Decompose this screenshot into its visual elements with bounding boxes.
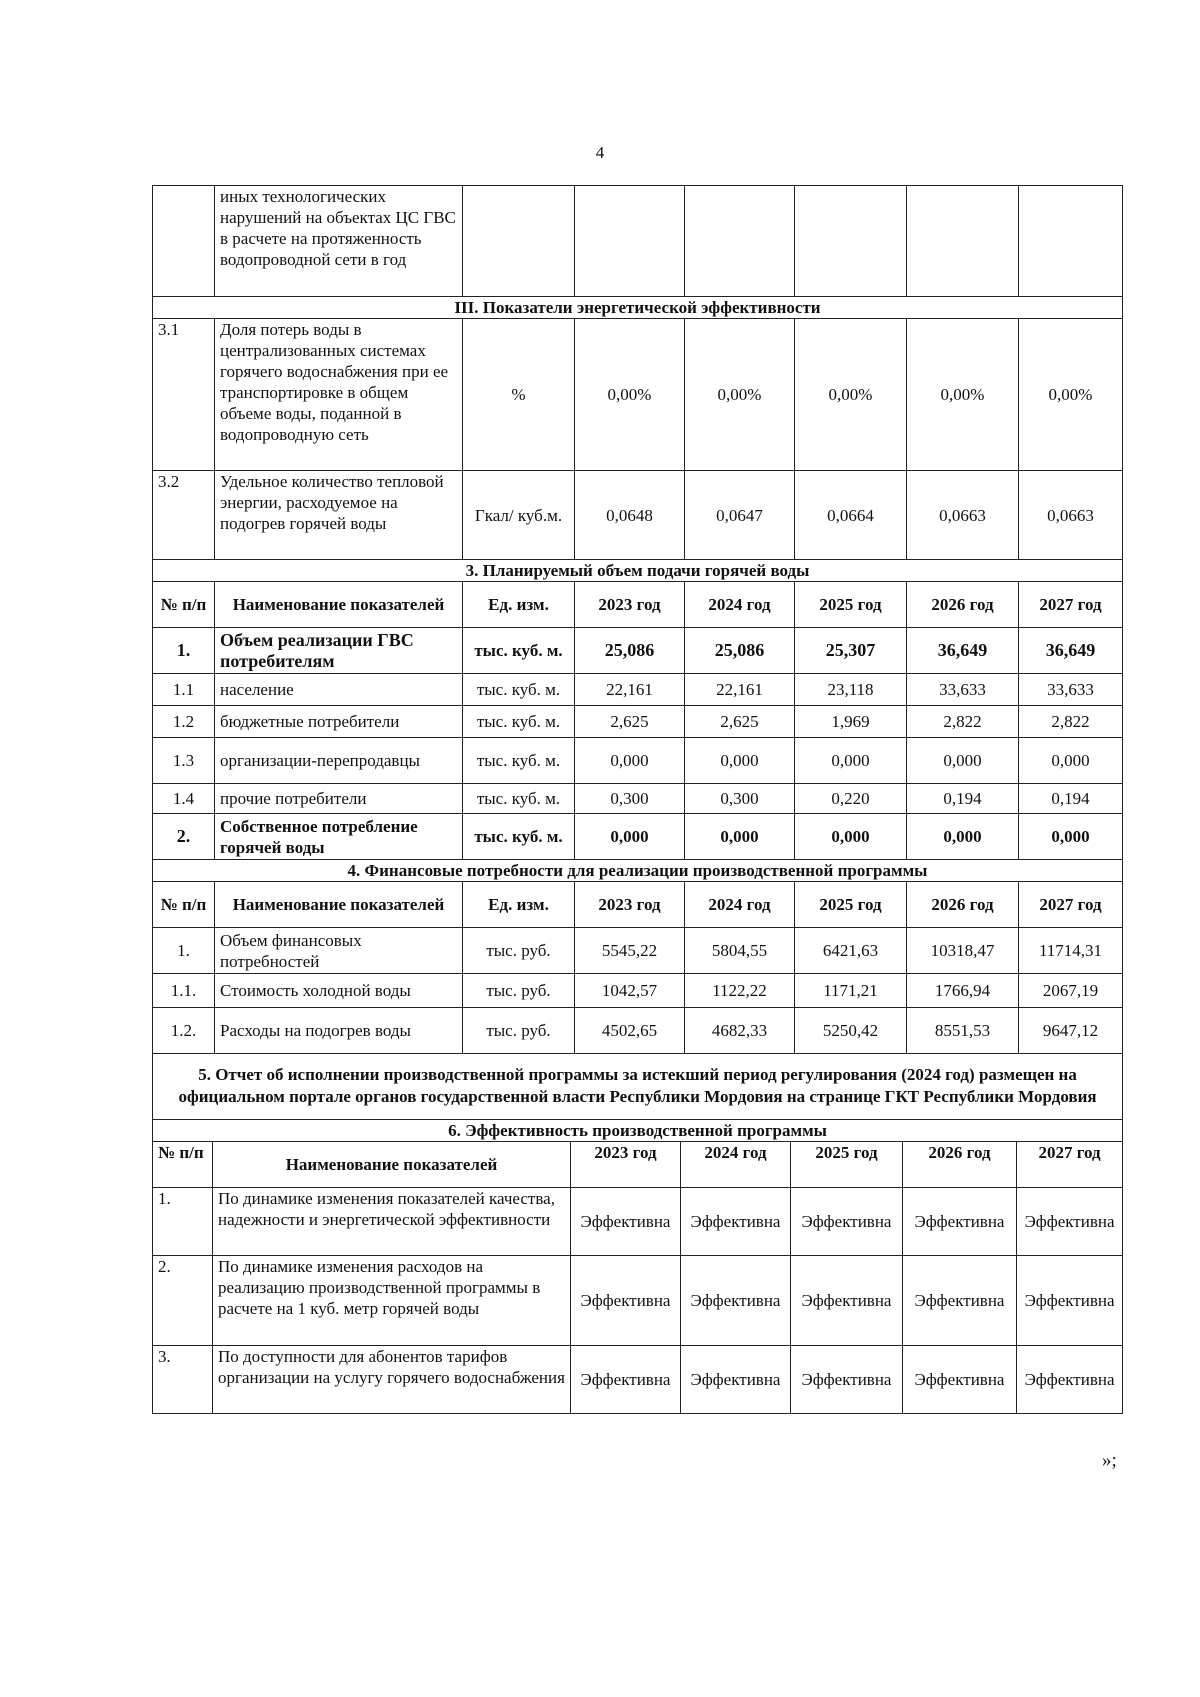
continuation-row bbox=[153, 186, 1123, 297]
section-6-title: 6. Эффективность производственной программы bbox=[153, 1119, 1123, 1141]
row-unit: тыс. руб. bbox=[463, 928, 575, 974]
table-row bbox=[153, 471, 1123, 560]
header-year: 2025 год bbox=[791, 1141, 903, 1187]
row-value: 1171,21 bbox=[795, 974, 907, 1008]
row-value: 36,649 bbox=[1019, 628, 1123, 674]
header-year: 2026 год bbox=[907, 582, 1019, 628]
row-num: 1.3 bbox=[153, 738, 215, 784]
row-name: Объем реализации ГВС потребителям bbox=[215, 628, 463, 674]
row-num: 1. bbox=[153, 1187, 213, 1255]
header-row bbox=[153, 882, 1123, 928]
page-number: 4 bbox=[595, 143, 605, 162]
row-value: 25,307 bbox=[795, 628, 907, 674]
row-unit: Гкал/ куб.м. bbox=[463, 471, 575, 560]
row-name: прочие потребители bbox=[215, 784, 463, 814]
table-row bbox=[153, 706, 1123, 738]
row-value: 0,194 bbox=[1019, 784, 1123, 814]
row-unit: тыс. куб. м. bbox=[463, 738, 575, 784]
row-num: 1.4 bbox=[153, 784, 215, 814]
row-value: 0,00% bbox=[685, 319, 795, 471]
row-value: 5804,55 bbox=[685, 928, 795, 974]
header-year: 2026 год bbox=[903, 1141, 1017, 1187]
row-value: 0,0663 bbox=[1019, 471, 1123, 560]
table-row bbox=[153, 1255, 1123, 1345]
row-unit: тыс. куб. м. bbox=[463, 674, 575, 706]
row-value: Эффективна bbox=[571, 1255, 681, 1345]
row-value: 10318,47 bbox=[907, 928, 1019, 974]
table-row bbox=[153, 784, 1123, 814]
section-4-title-row bbox=[153, 860, 1123, 882]
row-name: По динамике изменения расходов на реализацию производственной программы в расчете на 1 куб. метр горячей воды bbox=[213, 1255, 571, 1345]
row-unit: % bbox=[463, 319, 575, 471]
row-value: Эффективна bbox=[571, 1345, 681, 1413]
row-num: 3.1 bbox=[153, 319, 215, 471]
row-num: 1.2. bbox=[153, 1008, 215, 1054]
row-name: По доступности для абонентов тарифов организации на услугу горячего водоснабжения bbox=[213, 1345, 571, 1413]
row-value: 0,00% bbox=[575, 319, 685, 471]
row-value: 0,194 bbox=[907, 784, 1019, 814]
table-row bbox=[153, 738, 1123, 784]
header-num: № п/п bbox=[153, 582, 215, 628]
continuation-name: иных технологических нарушений на объектах ЦС ГВС в расчете на протяженность водопроводной сети в год bbox=[215, 186, 463, 297]
row-value: 8551,53 bbox=[907, 1008, 1019, 1054]
row-num: 3. bbox=[153, 1345, 213, 1413]
section-3-title: 3. Планируемый объем подачи горячей воды bbox=[153, 560, 1123, 582]
table-row bbox=[153, 1187, 1123, 1255]
row-value: 25,086 bbox=[685, 628, 795, 674]
row-value: Эффективна bbox=[1017, 1255, 1123, 1345]
row-name: Объем финансовых потребностей bbox=[215, 928, 463, 974]
header-name: Наименование показателей bbox=[213, 1141, 571, 1187]
header-year: 2027 год bbox=[1019, 882, 1123, 928]
row-value: 2,625 bbox=[575, 706, 685, 738]
row-value: 0,0647 bbox=[685, 471, 795, 560]
header-year: 2024 год bbox=[685, 582, 795, 628]
closing-quote-mark: »; bbox=[1102, 1450, 1117, 1471]
row-value: 1,969 bbox=[795, 706, 907, 738]
row-value: Эффективна bbox=[903, 1345, 1017, 1413]
row-value: 4502,65 bbox=[575, 1008, 685, 1054]
row-num: 2. bbox=[153, 1255, 213, 1345]
table-row bbox=[153, 674, 1123, 706]
header-row bbox=[153, 582, 1123, 628]
row-value: 6421,63 bbox=[795, 928, 907, 974]
row-name: организации-перепродавцы bbox=[215, 738, 463, 784]
row-num: 1. bbox=[153, 928, 215, 974]
row-value: 33,633 bbox=[907, 674, 1019, 706]
row-value: Эффективна bbox=[681, 1345, 791, 1413]
table-row bbox=[153, 814, 1123, 860]
row-name: Расходы на подогрев воды bbox=[215, 1008, 463, 1054]
section-6-title-row bbox=[153, 1119, 1123, 1141]
row-name: По динамике изменения показателей качества, надежности и энергетической эффективности bbox=[213, 1187, 571, 1255]
table-row bbox=[153, 1008, 1123, 1054]
row-value: 22,161 bbox=[685, 674, 795, 706]
row-unit: тыс. куб. м. bbox=[463, 784, 575, 814]
row-value: 1042,57 bbox=[575, 974, 685, 1008]
row-value: 0,000 bbox=[907, 738, 1019, 784]
efficiency-table bbox=[152, 1053, 1123, 1414]
header-year: 2027 год bbox=[1019, 582, 1123, 628]
document-tables bbox=[152, 185, 1122, 1414]
row-value: 4682,33 bbox=[685, 1008, 795, 1054]
row-name: Собственное потребление горячей воды bbox=[215, 814, 463, 860]
row-value: 2067,19 bbox=[1019, 974, 1123, 1008]
row-value: 5545,22 bbox=[575, 928, 685, 974]
row-value: 2,822 bbox=[1019, 706, 1123, 738]
row-unit: тыс. руб. bbox=[463, 1008, 575, 1054]
row-value: 22,161 bbox=[575, 674, 685, 706]
header-year: 2026 год bbox=[907, 882, 1019, 928]
row-value: 2,625 bbox=[685, 706, 795, 738]
row-value: 0,0648 bbox=[575, 471, 685, 560]
header-name: Наименование показателей bbox=[215, 582, 463, 628]
row-value: 23,118 bbox=[795, 674, 907, 706]
header-year: 2023 год bbox=[575, 582, 685, 628]
table-row bbox=[153, 628, 1123, 674]
header-year: 2023 год bbox=[575, 882, 685, 928]
row-name: Доля потерь воды в централизованных системах горячего водоснабжения при ее транспортировке в общем объеме воды, поданной в водопроводную сеть bbox=[215, 319, 463, 471]
row-value: 0,000 bbox=[575, 738, 685, 784]
table-row bbox=[153, 974, 1123, 1008]
row-value: 0,300 bbox=[685, 784, 795, 814]
row-value: 33,633 bbox=[1019, 674, 1123, 706]
row-num: 3.2 bbox=[153, 471, 215, 560]
row-value: Эффективна bbox=[1017, 1187, 1123, 1255]
header-num: № п/п bbox=[153, 882, 215, 928]
header-year: 2025 год bbox=[795, 582, 907, 628]
table-row bbox=[153, 1345, 1123, 1413]
header-year: 2024 год bbox=[681, 1141, 791, 1187]
row-value: 0,300 bbox=[575, 784, 685, 814]
row-num: 2. bbox=[153, 814, 215, 860]
row-value: Эффективна bbox=[681, 1187, 791, 1255]
row-unit: тыс. куб. м. bbox=[463, 706, 575, 738]
row-value: 0,000 bbox=[795, 814, 907, 860]
header-name: Наименование показателей bbox=[215, 882, 463, 928]
table-row bbox=[153, 319, 1123, 471]
row-num: 1.2 bbox=[153, 706, 215, 738]
row-value: 5250,42 bbox=[795, 1008, 907, 1054]
header-year: 2025 год bbox=[795, 882, 907, 928]
row-value: Эффективна bbox=[903, 1255, 1017, 1345]
row-value: 0,0664 bbox=[795, 471, 907, 560]
row-value: 0,000 bbox=[1019, 738, 1123, 784]
header-unit: Ед. изм. bbox=[463, 582, 575, 628]
section-5-title: 5. Отчет об исполнении производственной программы за истекший период регулирования (2024 год) размещен на официальном портале органов государственной власти Республики Мордовия на странице ГКТ Республики Мордовия bbox=[153, 1053, 1123, 1119]
header-row bbox=[153, 1141, 1123, 1187]
row-value: Эффективна bbox=[791, 1255, 903, 1345]
header-year: 2024 год bbox=[685, 882, 795, 928]
row-value: 9647,12 bbox=[1019, 1008, 1123, 1054]
row-value: 0,0663 bbox=[907, 471, 1019, 560]
row-value: 0,000 bbox=[575, 814, 685, 860]
section-iii-title: III. Показатели энергетической эффективности bbox=[153, 297, 1123, 319]
row-name: население bbox=[215, 674, 463, 706]
row-value: 0,000 bbox=[795, 738, 907, 784]
row-value: 0,000 bbox=[1019, 814, 1123, 860]
row-value: 1122,22 bbox=[685, 974, 795, 1008]
row-name: Стоимость холодной воды bbox=[215, 974, 463, 1008]
row-num: 1. bbox=[153, 628, 215, 674]
row-value: 0,000 bbox=[685, 814, 795, 860]
row-unit: тыс. руб. bbox=[463, 974, 575, 1008]
row-value: 36,649 bbox=[907, 628, 1019, 674]
main-table bbox=[152, 185, 1123, 1054]
header-num: № п/п bbox=[153, 1141, 213, 1187]
row-value: 0,000 bbox=[685, 738, 795, 784]
row-value: Эффективна bbox=[571, 1187, 681, 1255]
row-num: 1.1 bbox=[153, 674, 215, 706]
row-value: 11714,31 bbox=[1019, 928, 1123, 974]
header-year: 2023 год bbox=[571, 1141, 681, 1187]
row-value: 0,00% bbox=[795, 319, 907, 471]
row-value: Эффективна bbox=[791, 1345, 903, 1413]
row-value: 25,086 bbox=[575, 628, 685, 674]
row-value: 0,000 bbox=[907, 814, 1019, 860]
row-unit: тыс. куб. м. bbox=[463, 814, 575, 860]
row-name: Удельное количество тепловой энергии, расходуемое на подогрев горячей воды bbox=[215, 471, 463, 560]
row-value: Эффективна bbox=[903, 1187, 1017, 1255]
row-name: бюджетные потребители bbox=[215, 706, 463, 738]
row-value: Эффективна bbox=[1017, 1345, 1123, 1413]
row-value: 1766,94 bbox=[907, 974, 1019, 1008]
section-iii-title-row bbox=[153, 297, 1123, 319]
row-value: 0,220 bbox=[795, 784, 907, 814]
row-value: Эффективна bbox=[791, 1187, 903, 1255]
section-4-title: 4. Финансовые потребности для реализации производственной программы bbox=[153, 860, 1123, 882]
row-unit: тыс. куб. м. bbox=[463, 628, 575, 674]
header-unit: Ед. изм. bbox=[463, 882, 575, 928]
row-value: 0,00% bbox=[1019, 319, 1123, 471]
row-value: 2,822 bbox=[907, 706, 1019, 738]
row-value: 0,00% bbox=[907, 319, 1019, 471]
table-row bbox=[153, 928, 1123, 974]
section-3-title-row bbox=[153, 560, 1123, 582]
section-5-row bbox=[153, 1053, 1123, 1119]
row-num: 1.1. bbox=[153, 974, 215, 1008]
header-year: 2027 год bbox=[1017, 1141, 1123, 1187]
row-value: Эффективна bbox=[681, 1255, 791, 1345]
